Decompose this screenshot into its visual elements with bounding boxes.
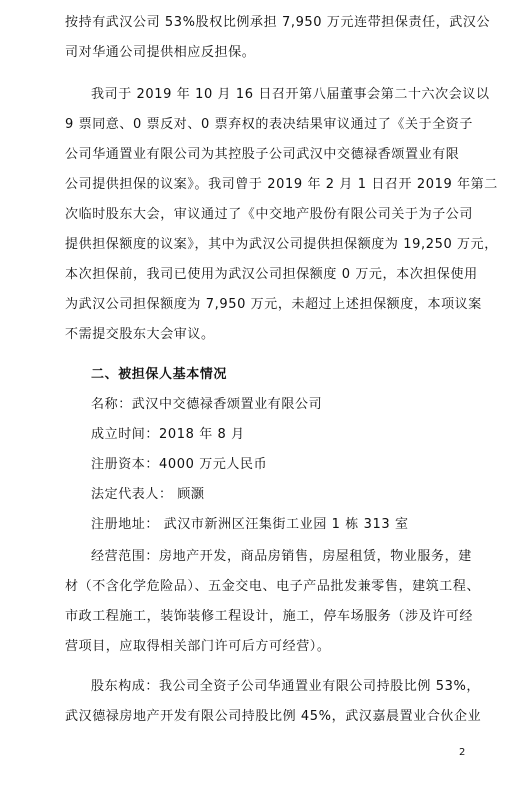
- body-text-line: 营项目，应取得相关部门许可后方可经营）。: [65, 639, 331, 654]
- body-text-line: 名称：武汉中交德禄香颂置业有限公司: [91, 397, 323, 412]
- body-text-line: 不需提交股东大会审议。: [65, 327, 215, 342]
- body-text-line: 公司华通置业有限公司为其控股子公司武汉中交德禄香颂置业有限: [65, 147, 460, 162]
- body-text-line: 我司于 2019 年 10 月 16 日召开第八届董事会第二十六次会议以: [91, 87, 490, 102]
- body-text-line: 按持有武汉公司 53%股权比例承担 7,950 万元连带担保责任，武汉公: [65, 15, 491, 30]
- body-text-line: 为武汉公司担保额度为 7,950 万元，未超过上述担保额度，本项议案: [65, 297, 482, 312]
- body-text-line: 提供担保额度的议案》，其中为武汉公司提供担保额度为 19,250 万元，: [65, 237, 498, 252]
- body-text-line: 9 票同意、0 票反对、0 票弃权的表决结果审议通过了《关于全资子: [65, 117, 474, 132]
- body-text-line: 材（不含化学危险品）、五金交电、电子产品批发兼零售，建筑工程、: [65, 579, 481, 594]
- body-text-line: 武汉德禄房地产开发有限公司持股比例 45%，武汉嘉晨置业合伙企业: [65, 709, 482, 724]
- body-text-line: 成立时间：2018 年 8 月: [91, 427, 245, 442]
- body-text-line: 市政工程施工，装饰装修工程设计，施工，停车场服务（涉及许可经: [65, 609, 474, 624]
- body-text-line: 注册资本：4000 万元人民币: [91, 457, 268, 472]
- body-text-line: 公司提供担保的议案》。我司曾于 2019 年 2 月 1 日召开 2019 年第二: [65, 177, 498, 192]
- body-text-line: 本次担保前，我司已使用为武汉公司担保额度 0 万元，本次担保使用: [65, 267, 478, 282]
- body-text-line: 次临时股东大会，审议通过了《中交地产股份有限公司关于为子公司: [65, 207, 474, 222]
- body-text-line: 法定代表人： 顾灏: [91, 487, 205, 502]
- body-text-line: 注册地址： 武汉市新洲区汪集街工业园 1 栋 313 室: [91, 517, 409, 532]
- section-heading: 二、被担保人基本情况: [91, 367, 228, 382]
- page-number: 2: [459, 747, 466, 758]
- body-text-line: 经营范围：房地产开发，商品房销售，房屋租赁，物业服务，建: [91, 549, 472, 564]
- body-text-line: 股东构成：我公司全资子公司华通置业有限公司持股比例 53%，: [91, 679, 481, 694]
- body-text-line: 司对华通公司提供相应反担保。: [65, 45, 256, 60]
